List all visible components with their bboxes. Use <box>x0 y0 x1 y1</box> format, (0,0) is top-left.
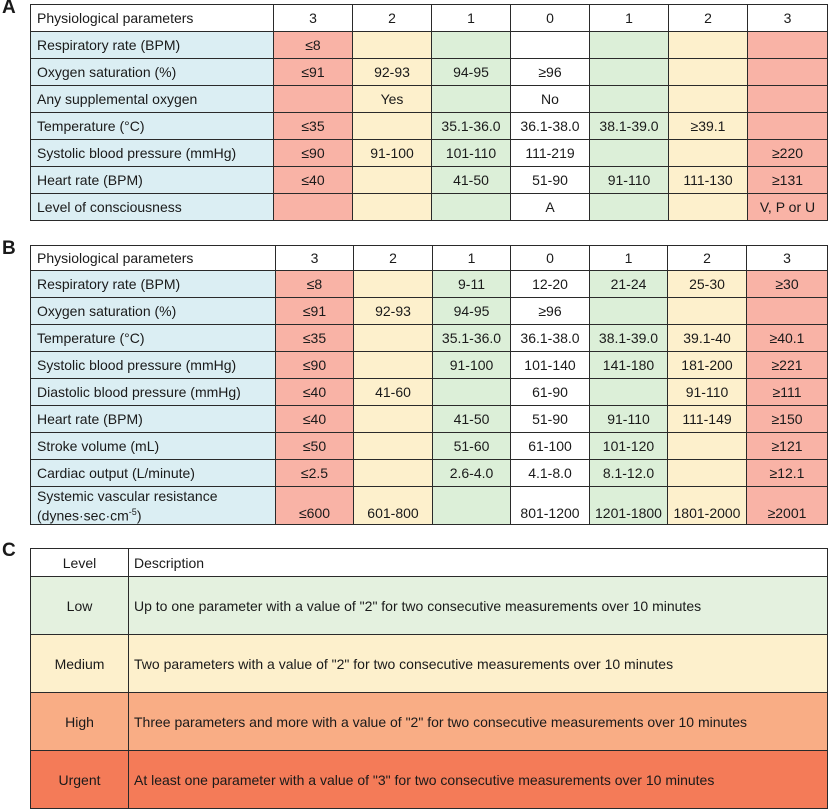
header-cell: 3 <box>748 5 828 32</box>
param-cell: Temperature (°C) <box>31 113 274 140</box>
param-cell: Any supplemental oxygen <box>31 86 274 113</box>
score-cell <box>274 86 353 113</box>
score-cell: 91-100 <box>433 352 511 379</box>
score-cell <box>669 86 748 113</box>
score-cell <box>354 406 433 433</box>
table-row <box>31 113 828 140</box>
score-cell: 36.1-38.0 <box>511 325 590 352</box>
level-cell: Medium <box>31 635 129 693</box>
score-cell: No <box>511 86 590 113</box>
score-cell: 61-100 <box>511 433 590 460</box>
param-cell: Cardiac output (L/minute) <box>31 460 276 487</box>
score-cell: ≤2.5 <box>276 460 354 487</box>
param-cell: Systolic blood pressure (mmHg) <box>31 352 276 379</box>
description-cell: Up to one parameter with a value of "2" for two consecutive measurements over 10 minutes <box>129 577 828 635</box>
score-cell <box>354 433 433 460</box>
header-cell: 1 <box>433 246 511 271</box>
header-cell: 2 <box>669 5 748 32</box>
table-c <box>30 548 828 809</box>
score-cell <box>590 298 668 325</box>
score-cell: 181-200 <box>668 352 747 379</box>
score-cell: 12-20 <box>511 271 590 298</box>
score-cell <box>748 86 828 113</box>
score-cell <box>354 271 433 298</box>
score-cell: 39.1-40 <box>668 325 747 352</box>
score-cell: ≥221 <box>747 352 828 379</box>
param-cell: Heart rate (BPM) <box>31 167 274 194</box>
table-row <box>31 167 828 194</box>
score-cell: 35.1-36.0 <box>432 113 511 140</box>
score-cell: ≥39.1 <box>669 113 748 140</box>
description-cell: At least one parameter with a value of "3" for two consecutive measurements over 10 minutes <box>129 751 828 809</box>
param-cell: Level of consciousness <box>31 194 274 221</box>
score-cell: ≤90 <box>276 352 354 379</box>
score-cell: 91-110 <box>590 167 669 194</box>
header-cell: 0 <box>511 5 590 32</box>
table-row <box>31 352 828 379</box>
score-cell: ≤91 <box>276 298 354 325</box>
param-cell: Oxygen saturation (%) <box>31 298 276 325</box>
score-cell: ≤40 <box>276 406 354 433</box>
score-cell: 94-95 <box>432 59 511 86</box>
table-row <box>31 194 828 221</box>
header-cell: Physiological parameters <box>31 246 276 271</box>
header-cell: 2 <box>353 5 432 32</box>
score-cell <box>353 167 432 194</box>
level-cell: High <box>31 693 129 751</box>
description-cell: Two parameters with a value of "2" for two consecutive measurements over 10 minutes <box>129 635 828 693</box>
table-row <box>31 86 828 113</box>
header-cell: 3 <box>274 5 353 32</box>
score-cell <box>747 298 828 325</box>
param-cell: Temperature (°C) <box>31 325 276 352</box>
table-row <box>31 140 828 167</box>
table-row <box>31 32 828 59</box>
score-cell: 91-100 <box>353 140 432 167</box>
score-cell: 91-110 <box>590 406 668 433</box>
score-cell: ≤90 <box>274 140 353 167</box>
score-cell: 9-11 <box>433 271 511 298</box>
header-cell: 1 <box>432 5 511 32</box>
score-cell: ≥131 <box>748 167 828 194</box>
header-cell: 2 <box>668 246 747 271</box>
header-cell: 1 <box>590 5 669 32</box>
param-line-1: Systemic vascular resistance <box>37 487 218 504</box>
score-cell: 101-140 <box>511 352 590 379</box>
table-row <box>31 59 828 86</box>
header-cell: 0 <box>511 246 590 271</box>
score-cell <box>354 460 433 487</box>
score-cell <box>748 59 828 86</box>
score-cell: 141-180 <box>590 352 668 379</box>
score-cell: ≤600 <box>276 487 354 525</box>
score-cell: 92-93 <box>354 298 433 325</box>
table-row <box>31 577 828 635</box>
score-cell: 36.1-38.0 <box>511 113 590 140</box>
score-cell <box>590 194 669 221</box>
score-cell <box>590 379 668 406</box>
table-row <box>31 379 828 406</box>
score-cell: 2.6-4.0 <box>433 460 511 487</box>
score-cell: V, P or U <box>748 194 828 221</box>
score-cell: ≤8 <box>276 271 354 298</box>
panel-label-b: B <box>2 238 16 259</box>
score-cell: 101-120 <box>590 433 668 460</box>
score-cell: 91-110 <box>668 379 747 406</box>
score-cell <box>433 379 511 406</box>
score-cell: 41-60 <box>354 379 433 406</box>
score-cell: ≤35 <box>276 325 354 352</box>
score-cell: 51-90 <box>511 167 590 194</box>
score-cell: ≥220 <box>748 140 828 167</box>
score-cell: ≤91 <box>274 59 353 86</box>
param-cell: Diastolic blood pressure (mmHg) <box>31 379 276 406</box>
param-line-2-base: (dynes·sec·cm <box>37 507 129 524</box>
table-row <box>31 406 828 433</box>
score-cell: 35.1-36.0 <box>433 325 511 352</box>
param-cell: Heart rate (BPM) <box>31 406 276 433</box>
score-cell: 111-130 <box>669 167 748 194</box>
score-cell: ≤50 <box>276 433 354 460</box>
score-cell <box>354 352 433 379</box>
table-c-header-row <box>31 549 828 577</box>
level-cell: Urgent <box>31 751 129 809</box>
param-line-2 <box>37 504 272 524</box>
score-cell: ≥111 <box>747 379 828 406</box>
score-cell: 801-1200 <box>511 487 590 525</box>
table-row <box>31 460 828 487</box>
table-a <box>30 4 828 221</box>
score-cell <box>511 32 590 59</box>
score-cell: 51-60 <box>433 433 511 460</box>
param-cell: Stroke volume (mL) <box>31 433 276 460</box>
score-cell: 41-50 <box>433 406 511 433</box>
table-row <box>31 487 828 525</box>
score-cell <box>668 433 747 460</box>
score-cell: 1201-1800 <box>590 487 668 525</box>
score-cell <box>354 325 433 352</box>
score-cell: ≤35 <box>274 113 353 140</box>
score-cell <box>274 194 353 221</box>
score-cell: A <box>511 194 590 221</box>
level-cell: Low <box>31 577 129 635</box>
table-a-header-row <box>31 5 828 32</box>
score-cell: 41-50 <box>432 167 511 194</box>
score-cell: ≤8 <box>274 32 353 59</box>
score-cell <box>432 32 511 59</box>
table-row <box>31 325 828 352</box>
table-row <box>31 693 828 751</box>
score-cell <box>590 140 669 167</box>
score-cell <box>748 32 828 59</box>
score-cell <box>433 487 511 525</box>
score-cell <box>669 32 748 59</box>
score-cell <box>353 194 432 221</box>
score-cell: ≥96 <box>511 298 590 325</box>
level-header: Level <box>31 549 129 577</box>
param-line-2-end: ) <box>136 507 142 524</box>
score-cell: 51-90 <box>511 406 590 433</box>
score-cell: 38.1-39.0 <box>590 113 669 140</box>
score-cell: 4.1-8.0 <box>511 460 590 487</box>
score-cell <box>353 32 432 59</box>
panel-label-a: A <box>2 0 16 18</box>
score-cell <box>432 194 511 221</box>
param-line-2-sup: -5 <box>128 506 137 517</box>
param-cell: Systolic blood pressure (mmHg) <box>31 140 274 167</box>
param-cell: Oxygen saturation (%) <box>31 59 274 86</box>
header-cell: 3 <box>276 246 354 271</box>
panel-label-c: C <box>2 540 16 561</box>
score-cell: Yes <box>353 86 432 113</box>
score-cell <box>432 86 511 113</box>
score-cell <box>668 298 747 325</box>
score-cell: ≥30 <box>747 271 828 298</box>
score-cell: 8.1-12.0 <box>590 460 668 487</box>
score-cell <box>669 194 748 221</box>
score-cell: ≤40 <box>274 167 353 194</box>
score-cell: 101-110 <box>432 140 511 167</box>
score-cell: 94-95 <box>433 298 511 325</box>
score-cell: 25-30 <box>668 271 747 298</box>
score-cell <box>590 59 669 86</box>
table-row <box>31 751 828 809</box>
table-b-header-row <box>31 246 828 271</box>
param-cell: Respiratory rate (BPM) <box>31 271 276 298</box>
score-cell <box>748 113 828 140</box>
score-cell <box>590 86 669 113</box>
score-cell: ≥12.1 <box>747 460 828 487</box>
score-cell: ≥121 <box>747 433 828 460</box>
score-cell <box>669 140 748 167</box>
header-cell: 3 <box>747 246 828 271</box>
table-row <box>31 271 828 298</box>
score-cell <box>669 59 748 86</box>
score-cell: ≥40.1 <box>747 325 828 352</box>
score-cell: 61-90 <box>511 379 590 406</box>
score-cell <box>353 113 432 140</box>
score-cell <box>668 460 747 487</box>
param-cell: Respiratory rate (BPM) <box>31 32 274 59</box>
score-cell: 111-149 <box>668 406 747 433</box>
header-cell: 2 <box>354 246 433 271</box>
score-cell: ≥96 <box>511 59 590 86</box>
table-row <box>31 298 828 325</box>
table-b <box>30 245 828 525</box>
description-cell: Three parameters and more with a value of "2" for two consecutive measurements over 10 minutes <box>129 693 828 751</box>
param-cell <box>31 487 276 525</box>
header-cell: Physiological parameters <box>31 5 274 32</box>
score-cell: 92-93 <box>353 59 432 86</box>
score-cell: ≥150 <box>747 406 828 433</box>
score-cell: ≥2001 <box>747 487 828 525</box>
header-cell: 1 <box>590 246 668 271</box>
score-cell: 1801-2000 <box>668 487 747 525</box>
table-row <box>31 635 828 693</box>
score-cell: ≤40 <box>276 379 354 406</box>
score-cell <box>590 32 669 59</box>
table-row <box>31 433 828 460</box>
score-cell: 111-219 <box>511 140 590 167</box>
score-cell: 21-24 <box>590 271 668 298</box>
score-cell: 38.1-39.0 <box>590 325 668 352</box>
score-cell: 601-800 <box>354 487 433 525</box>
description-header: Description <box>129 549 828 577</box>
